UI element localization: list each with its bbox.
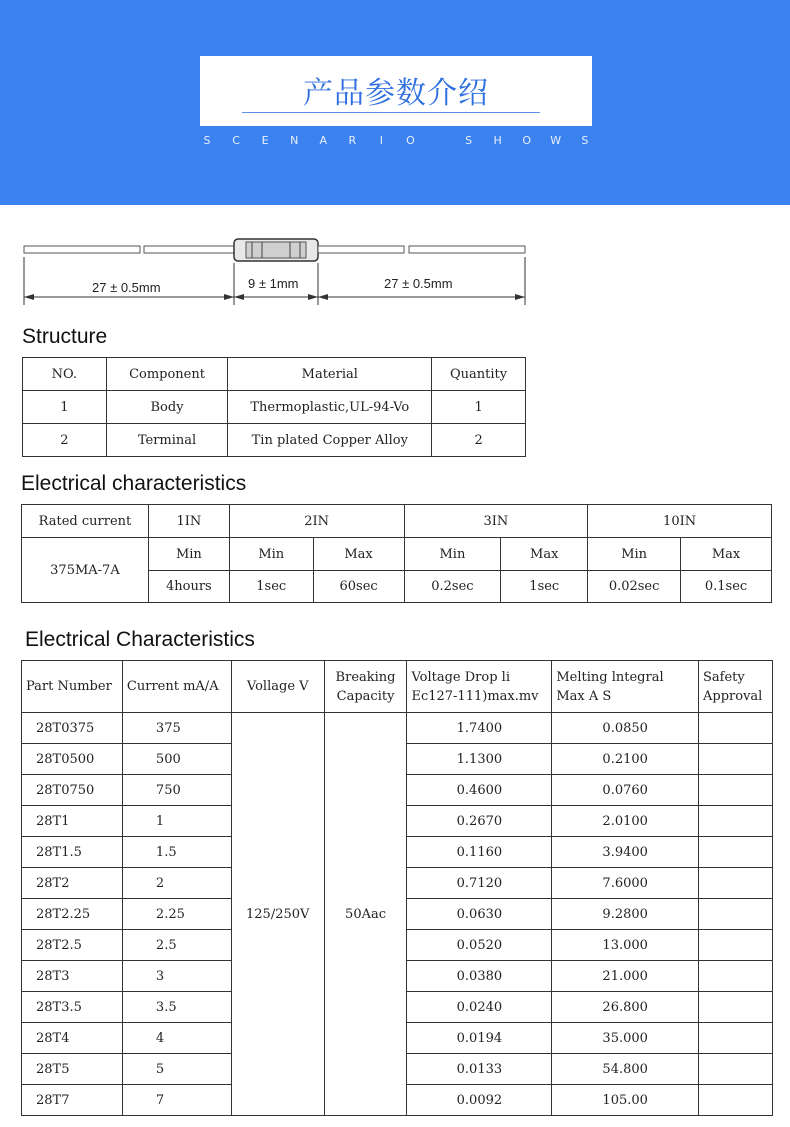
melting-integral-cell: 26.800 bbox=[552, 992, 699, 1023]
current-cell: 1 bbox=[122, 806, 231, 837]
right-lead-dimension: 27 ± 0.5mm bbox=[384, 276, 453, 291]
table-cell: 4hours bbox=[148, 571, 229, 603]
part-number-cell: 28T0500 bbox=[22, 744, 123, 775]
column-header-line: Capacity bbox=[336, 688, 395, 704]
current-cell: 2 bbox=[122, 868, 231, 899]
group-header: 3IN bbox=[404, 505, 588, 538]
title-box bbox=[200, 56, 592, 126]
voltage-drop-cell: 0.2670 bbox=[407, 806, 552, 837]
left-lead-segment bbox=[24, 246, 140, 253]
melting-integral-cell: 7.6000 bbox=[552, 868, 699, 899]
column-header: Quantity bbox=[432, 358, 526, 391]
column-header-line: Ec127-111)max.mv bbox=[411, 688, 539, 704]
column-header-line: Safety bbox=[703, 669, 745, 685]
group-header: 2IN bbox=[229, 505, 404, 538]
subtitle bbox=[200, 134, 592, 147]
table-cell: Body bbox=[106, 391, 228, 424]
table-cell: 0.02sec bbox=[588, 571, 681, 603]
sub-header: Min bbox=[148, 538, 229, 571]
melting-integral-cell: 0.2100 bbox=[552, 744, 699, 775]
current-cell: 750 bbox=[122, 775, 231, 806]
rated-current-label: Rated current bbox=[22, 505, 149, 538]
column-header-line: Max A S bbox=[556, 688, 612, 704]
current-cell: 3 bbox=[122, 961, 231, 992]
subtitle-letter: W bbox=[550, 134, 562, 147]
part-number-cell: 28T1.5 bbox=[22, 837, 123, 868]
group-header: 10IN bbox=[588, 505, 772, 538]
column-header bbox=[699, 661, 773, 713]
safety-approval-cell bbox=[699, 868, 773, 899]
table-header-row bbox=[22, 505, 772, 538]
characteristics-body bbox=[22, 713, 773, 1116]
table-cell: 1 bbox=[23, 391, 107, 424]
voltage-drop-cell: 0.0092 bbox=[407, 1085, 552, 1116]
safety-approval-cell bbox=[699, 1054, 773, 1085]
voltage-drop-cell: 0.7120 bbox=[407, 868, 552, 899]
current-cell: 375 bbox=[122, 713, 231, 744]
column-header bbox=[552, 661, 699, 713]
column-header-line: Approval bbox=[703, 688, 763, 704]
title-underline bbox=[242, 112, 540, 113]
voltage-drop-cell: 0.0240 bbox=[407, 992, 552, 1023]
voltage-drop-cell: 0.0194 bbox=[407, 1023, 552, 1054]
column-header bbox=[407, 661, 552, 713]
table-header-row bbox=[22, 661, 773, 713]
characteristics-heading: Electrical Characteristics bbox=[25, 628, 255, 651]
subtitle-letter: O bbox=[406, 134, 415, 147]
subtitle-letter: C bbox=[232, 134, 240, 147]
safety-approval-cell bbox=[699, 837, 773, 868]
melting-integral-cell: 0.0760 bbox=[552, 775, 699, 806]
electrical-table bbox=[21, 504, 772, 603]
safety-approval-cell bbox=[699, 1023, 773, 1054]
melting-integral-cell: 3.9400 bbox=[552, 837, 699, 868]
part-number-cell: 28T5 bbox=[22, 1054, 123, 1085]
table-cell: 0.2sec bbox=[404, 571, 501, 603]
table-cell: 2 bbox=[23, 424, 107, 457]
subtitle-letter: R bbox=[348, 134, 357, 147]
safety-approval-cell bbox=[699, 713, 773, 744]
part-number-cell: 28T1 bbox=[22, 806, 123, 837]
body-length-dimension: 9 ± 1mm bbox=[248, 276, 299, 291]
arrowhead bbox=[224, 294, 234, 300]
arrowhead bbox=[308, 294, 318, 300]
arrowhead bbox=[515, 294, 525, 300]
page-title: 产品参数介绍 bbox=[303, 76, 489, 111]
safety-approval-cell bbox=[699, 1085, 773, 1116]
table-cell: Thermoplastic,UL-94-Vo bbox=[228, 391, 432, 424]
column-header bbox=[324, 661, 407, 713]
table-cell: 1sec bbox=[501, 571, 588, 603]
table-cell: 60sec bbox=[313, 571, 404, 603]
sub-header: Min bbox=[229, 538, 313, 571]
part-number-cell: 28T2 bbox=[22, 868, 123, 899]
melting-integral-cell: 35.000 bbox=[552, 1023, 699, 1054]
part-number-cell: 28T3 bbox=[22, 961, 123, 992]
fuse-dimension-drawing bbox=[0, 205, 540, 320]
table-row bbox=[22, 713, 773, 744]
part-number-cell: 28T2.25 bbox=[22, 899, 123, 930]
safety-approval-cell bbox=[699, 744, 773, 775]
fuse-element bbox=[246, 242, 306, 258]
sub-header: Max bbox=[501, 538, 588, 571]
column-header-line: Voltage Drop li bbox=[411, 669, 510, 685]
group-header: 1IN bbox=[148, 505, 229, 538]
melting-integral-cell: 13.000 bbox=[552, 930, 699, 961]
header-banner bbox=[0, 0, 790, 205]
subtitle-letter: S bbox=[581, 134, 589, 147]
safety-approval-cell bbox=[699, 775, 773, 806]
structure-heading: Structure bbox=[22, 325, 108, 348]
right-lead-inner bbox=[318, 246, 404, 253]
current-cell: 1.5 bbox=[122, 837, 231, 868]
table-row bbox=[23, 391, 526, 424]
melting-integral-cell: 54.800 bbox=[552, 1054, 699, 1085]
part-number-cell: 28T0750 bbox=[22, 775, 123, 806]
subtitle-letter bbox=[433, 134, 447, 147]
subtitle-letter: I bbox=[379, 134, 383, 147]
safety-approval-cell bbox=[699, 930, 773, 961]
current-cell: 5 bbox=[122, 1054, 231, 1085]
arrowhead bbox=[318, 294, 328, 300]
electrical-heading: Electrical characteristics bbox=[21, 472, 247, 495]
table-cell: 1 bbox=[432, 391, 526, 424]
safety-approval-cell bbox=[699, 806, 773, 837]
current-cell: 3.5 bbox=[122, 992, 231, 1023]
voltage-drop-cell: 0.0630 bbox=[407, 899, 552, 930]
subtitle-letter: H bbox=[493, 134, 502, 147]
right-lead-segment bbox=[409, 246, 525, 253]
column-header: NO. bbox=[23, 358, 107, 391]
arrowhead bbox=[234, 294, 244, 300]
column-header: Component bbox=[106, 358, 228, 391]
part-number-cell: 28T2.5 bbox=[22, 930, 123, 961]
column-header-line: Melting lntegral bbox=[556, 669, 664, 685]
left-lead-inner bbox=[144, 246, 234, 253]
current-cell: 2.25 bbox=[122, 899, 231, 930]
current-cell: 4 bbox=[122, 1023, 231, 1054]
voltage-drop-cell: 0.1160 bbox=[407, 837, 552, 868]
subtitle-letter: S bbox=[465, 134, 473, 147]
voltage-drop-cell: 0.0380 bbox=[407, 961, 552, 992]
column-header: Material bbox=[228, 358, 432, 391]
current-cell: 500 bbox=[122, 744, 231, 775]
fuse-diagram bbox=[0, 205, 540, 320]
rated-current-value: 375MA-7A bbox=[22, 538, 149, 603]
voltage-drop-cell: 1.7400 bbox=[407, 713, 552, 744]
sub-header: Max bbox=[313, 538, 404, 571]
subtitle-letter: S bbox=[203, 134, 211, 147]
melting-integral-cell: 0.0850 bbox=[552, 713, 699, 744]
voltage-drop-cell: 0.0520 bbox=[407, 930, 552, 961]
table-cell: 0.1sec bbox=[681, 571, 772, 603]
sub-header: Min bbox=[404, 538, 501, 571]
table-cell: Terminal bbox=[106, 424, 228, 457]
voltage-drop-cell: 0.0133 bbox=[407, 1054, 552, 1085]
arrowhead bbox=[24, 294, 34, 300]
part-number-cell: 28T3.5 bbox=[22, 992, 123, 1023]
melting-integral-cell: 2.0100 bbox=[552, 806, 699, 837]
breaking-capacity-cell: 50Aac bbox=[324, 713, 407, 1116]
subtitle-letter: O bbox=[522, 134, 532, 147]
voltage-drop-cell: 0.4600 bbox=[407, 775, 552, 806]
subtitle-letter: A bbox=[319, 134, 328, 147]
column-header-line: Breaking bbox=[335, 669, 396, 685]
melting-integral-cell: 9.2800 bbox=[552, 899, 699, 930]
table-cell: 2 bbox=[432, 424, 526, 457]
characteristics-table bbox=[21, 660, 773, 1116]
sub-header: Max bbox=[681, 538, 772, 571]
table-row bbox=[22, 538, 772, 571]
safety-approval-cell bbox=[699, 961, 773, 992]
structure-table bbox=[22, 357, 526, 457]
voltage-drop-cell: 1.1300 bbox=[407, 744, 552, 775]
column-header: Vollage V bbox=[231, 661, 324, 713]
part-number-cell: 28T4 bbox=[22, 1023, 123, 1054]
part-number-cell: 28T7 bbox=[22, 1085, 123, 1116]
current-cell: 2.5 bbox=[122, 930, 231, 961]
melting-integral-cell: 21.000 bbox=[552, 961, 699, 992]
part-number-cell: 28T0375 bbox=[22, 713, 123, 744]
safety-approval-cell bbox=[699, 992, 773, 1023]
table-cell: 1sec bbox=[229, 571, 313, 603]
column-header: Current mA/A bbox=[122, 661, 231, 713]
voltage-cell: 125/250V bbox=[231, 713, 324, 1116]
subtitle-letter: E bbox=[261, 134, 269, 147]
table-row bbox=[23, 424, 526, 457]
subtitle-letter: N bbox=[290, 134, 299, 147]
column-header: Part Number bbox=[22, 661, 123, 713]
left-lead-dimension: 27 ± 0.5mm bbox=[92, 280, 161, 295]
current-cell: 7 bbox=[122, 1085, 231, 1116]
table-header-row bbox=[23, 358, 526, 391]
table-cell: Tin plated Copper Alloy bbox=[228, 424, 432, 457]
melting-integral-cell: 105.00 bbox=[552, 1085, 699, 1116]
sub-header: Min bbox=[588, 538, 681, 571]
safety-approval-cell bbox=[699, 899, 773, 930]
